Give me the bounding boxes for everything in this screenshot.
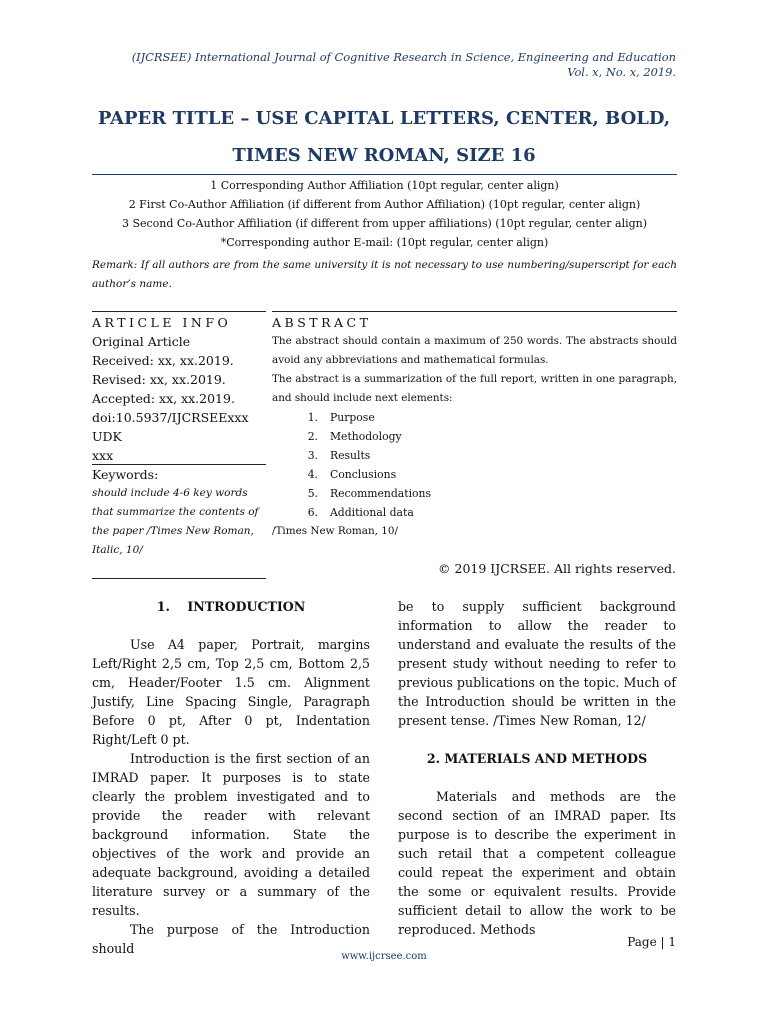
- list-item: 1. Purpose: [307, 411, 375, 424]
- keywords-heading: Keywords:: [92, 467, 159, 482]
- running-header: [76, 50, 676, 80]
- info-top-rule: [92, 311, 266, 312]
- list-item: 3. Results: [307, 449, 371, 462]
- volume-issue: Vol. x, No. x, 2019.: [567, 65, 676, 79]
- keywords-text: should include 4-6 key words that summarize the contents of the paper /Times New Roman, Italic, 10/: [92, 487, 259, 556]
- info-bottom-rule: [92, 578, 266, 579]
- abstract-elements-list: [272, 408, 677, 522]
- journal-name: (IJCRSEE) International Journal of Cognitive Research in Science, Engineering and Education: [131, 50, 676, 64]
- right-column: [398, 597, 676, 939]
- introduction-para-1: Use A4 paper, Portrait, margins Left/Right 2,5 cm, Top 2,5 cm, Bottom 2,5 cm, Header/Footer 1.5 cm. Alignment Justify, Line Spacing Single, Paragraph Before 0 pt, After 0 pt, Indentation Right/Left 0 pt.: [92, 637, 370, 747]
- title-line-1: PAPER TITLE – USE CAPITAL LETTERS, CENTER, BOLD,: [97, 108, 671, 129]
- received-date: Received: xx, xx.2019.: [92, 353, 234, 368]
- article-info: [92, 313, 266, 465]
- introduction-para-2: Introduction is the first section of an IMRAD paper. It purposes is to state clearly the problem investigated and to provide the reader with relevant background information. State the objectives of the work and provide an adequate background, avoiding a detailed literature survey or a summary of the results.: [92, 751, 370, 918]
- list-item: 2. Methodology: [307, 430, 402, 443]
- udk-label: UDK: [92, 429, 122, 444]
- revised-date: Revised: xx, xx.2019.: [92, 372, 226, 387]
- abstract-para-1: The abstract should contain a maximum of 250 words. The abstracts should avoid any abbreviations and mathematical formulas.: [272, 335, 677, 366]
- accepted-date: Accepted: xx, xx.2019.: [92, 391, 235, 406]
- methods-heading: 2. MATERIALS AND METHODS: [426, 751, 648, 766]
- affiliations: [92, 176, 677, 252]
- list-item: 6. Additional data: [307, 506, 414, 519]
- affiliation-1: 1 Corresponding Author Affiliation (10pt regular, center align): [210, 179, 559, 192]
- introduction-para-3: The purpose of the Introduction should: [92, 922, 370, 956]
- doi: doi:10.5937/IJCRSEExxx: [92, 410, 249, 425]
- page-number: Page | 1: [627, 935, 676, 949]
- introduction-continuation: be to supply sufficient background information to allow the reader to understand and evaluate the results of the present study without needing to refer to previous publications on the topic. Much of the Introduction should be written in the present tense. /Times New Roman, 12/: [398, 599, 676, 728]
- remark: Remark: If all authors are from the same university it is not necessary to use numbering/superscript for each author’s name.: [92, 259, 677, 290]
- methods-para-1: Materials and methods are the second section of an IMRAD paper. Its purpose is to describe the experiment in such retail that a competent colleague could repeat the experiment and obtain the some or equivalent results. Provide sufficient detail to allow the work to be reproduced. Methods: [398, 789, 676, 937]
- list-item: 5. Recommendations: [307, 487, 432, 500]
- journal-url[interactable]: www.ijcrsee.com: [341, 951, 427, 962]
- paper-title: [40, 100, 728, 174]
- list-item: 4. Conclusions: [307, 468, 397, 481]
- article-info-heading: ARTICLE INFO: [92, 315, 232, 330]
- udk-value: xxx: [92, 448, 114, 463]
- title-line-2: TIMES NEW ROMAN, SIZE 16: [232, 145, 536, 166]
- keywords: [92, 465, 266, 560]
- left-column: [92, 597, 370, 958]
- introduction-heading: 1. INTRODUCTION: [156, 599, 306, 614]
- abstract-font-note: /Times New Roman, 10/: [272, 525, 398, 537]
- abstract: [272, 313, 677, 541]
- affiliation-2: 2 First Co-Author Affiliation (if different from Author Affiliation) (10pt regular, center align): [128, 198, 641, 211]
- abstract-heading: ABSTRACT: [272, 315, 372, 330]
- article-type: Original Article: [92, 334, 191, 349]
- title-divider: [92, 174, 677, 175]
- abstract-top-rule: [272, 311, 677, 312]
- abstract-para-2: The abstract is a summarization of the full report, written in one paragraph, and should include next elements:: [272, 373, 677, 404]
- corresponding-email: *Corresponding author E-mail: (10pt regular, center align): [220, 236, 549, 249]
- affiliation-3: 3 Second Co-Author Affiliation (if different from upper affiliations) (10pt regular, center align): [121, 217, 648, 230]
- copyright: © 2019 IJCRSEE. All rights reserved.: [438, 561, 676, 576]
